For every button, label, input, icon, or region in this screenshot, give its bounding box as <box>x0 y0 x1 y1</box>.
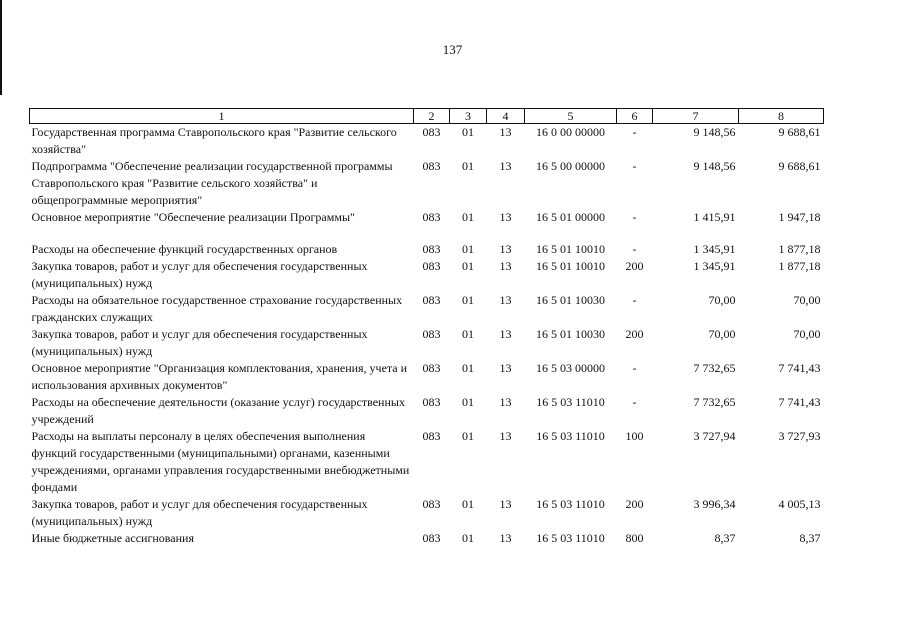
row-sum-year2: 9 688,61 <box>778 125 821 139</box>
row-gr: 083 <box>422 210 441 224</box>
page-number: 137 <box>442 42 463 57</box>
row-sum-year1: 9 148,56 <box>693 159 736 173</box>
row-sum-year1: 3 727,94 <box>693 429 736 443</box>
row-sum-year1: 70,00 <box>708 293 736 307</box>
row-name: Основное мероприятие "Организация комплектования, хранения, учета и использования архивных документов" <box>31 361 408 392</box>
row-name: Подпрограмма "Обеспечение реализации государственной программы Ставропольского края "Развитие сельского хозяйства" и общепрограммные мероприятия" <box>31 159 393 207</box>
row-sum-year1: 8,37 <box>714 531 736 545</box>
row-pr: 13 <box>499 159 512 173</box>
row-sum-year1: 1 415,91 <box>693 210 736 224</box>
table-header-row <box>30 109 824 124</box>
row-name: Расходы на обеспечение функций государственных органов <box>31 242 338 256</box>
row-sum-year2: 3 727,93 <box>778 429 821 443</box>
row-pr: 13 <box>499 497 512 511</box>
row-sum-year2: 70,00 <box>793 293 821 307</box>
header-col-4: 4 <box>487 109 525 124</box>
row-vr: - <box>632 210 637 224</box>
row-sum-year2: 9 688,61 <box>778 159 821 173</box>
row-csr: 16 5 03 11010 <box>536 429 605 443</box>
row-pr: 13 <box>499 429 512 443</box>
row-vr: - <box>632 159 637 173</box>
row-rz: 01 <box>462 531 474 545</box>
table-row <box>30 496 824 530</box>
row-csr: 16 0 00 00000 <box>536 125 605 139</box>
row-csr: 16 5 03 11010 <box>536 531 605 545</box>
row-gr: 083 <box>422 327 441 341</box>
table-row <box>30 530 824 547</box>
header-col-6: 6 <box>617 109 653 124</box>
row-sum-year1: 70,00 <box>708 327 736 341</box>
row-csr: 16 5 01 00000 <box>536 210 605 224</box>
row-pr: 13 <box>499 210 512 224</box>
header-col-5: 5 <box>525 109 617 124</box>
row-name: Расходы на выплаты персоналу в целях обеспечения выполнения функций государственными (муниципальными) органами, казенными учреждениями, органами управления государственными внебюджетными фондами <box>31 429 410 494</box>
row-rz: 01 <box>462 159 474 173</box>
header-col-8: 8 <box>739 109 824 124</box>
row-rz: 01 <box>462 327 474 341</box>
row-csr: 16 5 01 10030 <box>536 293 605 307</box>
row-sum-year1: 7 732,65 <box>693 361 736 375</box>
table-row <box>30 158 824 209</box>
row-csr: 16 5 01 10030 <box>536 327 605 341</box>
row-gr: 083 <box>422 429 441 443</box>
row-rz: 01 <box>462 259 474 273</box>
row-gr: 083 <box>422 497 441 511</box>
row-vr: - <box>632 125 637 139</box>
row-vr: 200 <box>625 259 644 273</box>
row-csr: 16 5 03 11010 <box>536 497 605 511</box>
row-name: Основное мероприятие "Обеспечение реализации Программы" <box>31 210 355 224</box>
row-pr: 13 <box>499 125 512 139</box>
row-rz: 01 <box>462 429 474 443</box>
row-pr: 13 <box>499 293 512 307</box>
row-sum-year1: 3 996,34 <box>693 497 736 511</box>
row-sum-year1: 9 148,56 <box>693 125 736 139</box>
row-sum-year1: 1 345,91 <box>693 242 736 256</box>
row-rz: 01 <box>462 497 474 511</box>
table-row <box>30 124 824 159</box>
row-vr: 200 <box>625 327 644 341</box>
row-name: Расходы на обязательное государственное страхование государственных гражданских служащих <box>31 293 403 324</box>
row-name: Иные бюджетные ассигнования <box>31 531 194 545</box>
row-gr: 083 <box>422 361 441 375</box>
row-name: Закупка товаров, работ и услуг для обеспечения государственных (муниципальных) нужд <box>31 497 368 528</box>
row-rz: 01 <box>462 293 474 307</box>
row-pr: 13 <box>499 531 512 545</box>
table-row <box>30 241 824 258</box>
row-pr: 13 <box>499 242 512 256</box>
row-sum-year2: 1 947,18 <box>778 210 821 224</box>
row-rz: 01 <box>462 242 474 256</box>
row-sum-year1: 1 345,91 <box>693 259 736 273</box>
row-gr: 083 <box>422 125 441 139</box>
row-vr: - <box>632 293 637 307</box>
row-gr: 083 <box>422 259 441 273</box>
header-col-1: 1 <box>30 109 414 124</box>
budget-table <box>29 108 824 547</box>
row-rz: 01 <box>462 395 474 409</box>
table-row <box>30 360 824 394</box>
row-csr: 16 5 01 10010 <box>536 242 605 256</box>
row-gr: 083 <box>422 159 441 173</box>
row-vr: 100 <box>625 429 644 443</box>
table-row <box>30 428 824 496</box>
table-row <box>30 258 824 292</box>
row-rz: 01 <box>462 125 474 139</box>
row-pr: 13 <box>499 259 512 273</box>
header-col-3: 3 <box>450 109 487 124</box>
row-csr: 16 5 01 10010 <box>536 259 605 273</box>
row-gr: 083 <box>422 293 441 307</box>
row-vr: - <box>632 242 637 256</box>
row-gr: 083 <box>422 242 441 256</box>
row-sum-year2: 1 877,18 <box>778 242 821 256</box>
table-row <box>30 209 824 226</box>
row-name: Закупка товаров, работ и услуг для обеспечения государственных (муниципальных) нужд <box>31 327 368 358</box>
table-row <box>30 394 824 428</box>
row-spacer <box>30 226 824 241</box>
row-sum-year1: 7 732,65 <box>693 395 736 409</box>
row-sum-year2: 4 005,13 <box>778 497 821 511</box>
table-row <box>30 292 824 326</box>
row-gr: 083 <box>422 395 441 409</box>
row-rz: 01 <box>462 361 474 375</box>
row-rz: 01 <box>462 210 474 224</box>
row-name: Закупка товаров, работ и услуг для обеспечения государственных (муниципальных) нужд <box>31 259 368 290</box>
row-gr: 083 <box>422 531 441 545</box>
row-pr: 13 <box>499 327 512 341</box>
row-pr: 13 <box>499 361 512 375</box>
row-vr: 800 <box>625 531 644 545</box>
row-name: Государственная программа Ставропольского края "Развитие сельского хозяйства" <box>31 125 397 156</box>
row-csr: 16 5 03 00000 <box>536 361 605 375</box>
row-vr: - <box>632 395 637 409</box>
row-sum-year2: 8,37 <box>799 531 821 545</box>
row-vr: 200 <box>625 497 644 511</box>
row-pr: 13 <box>499 395 512 409</box>
row-sum-year2: 7 741,43 <box>778 361 821 375</box>
row-sum-year2: 1 877,18 <box>778 259 821 273</box>
header-col-2: 2 <box>414 109 450 124</box>
row-name: Расходы на обеспечение деятельности (оказание услуг) государственных учреждений <box>31 395 405 426</box>
row-csr: 16 5 00 00000 <box>536 159 605 173</box>
row-vr: - <box>632 361 637 375</box>
header-col-7: 7 <box>653 109 739 124</box>
row-sum-year2: 7 741,43 <box>778 395 821 409</box>
row-sum-year2: 70,00 <box>793 327 821 341</box>
row-csr: 16 5 03 11010 <box>536 395 605 409</box>
table-row <box>30 326 824 360</box>
